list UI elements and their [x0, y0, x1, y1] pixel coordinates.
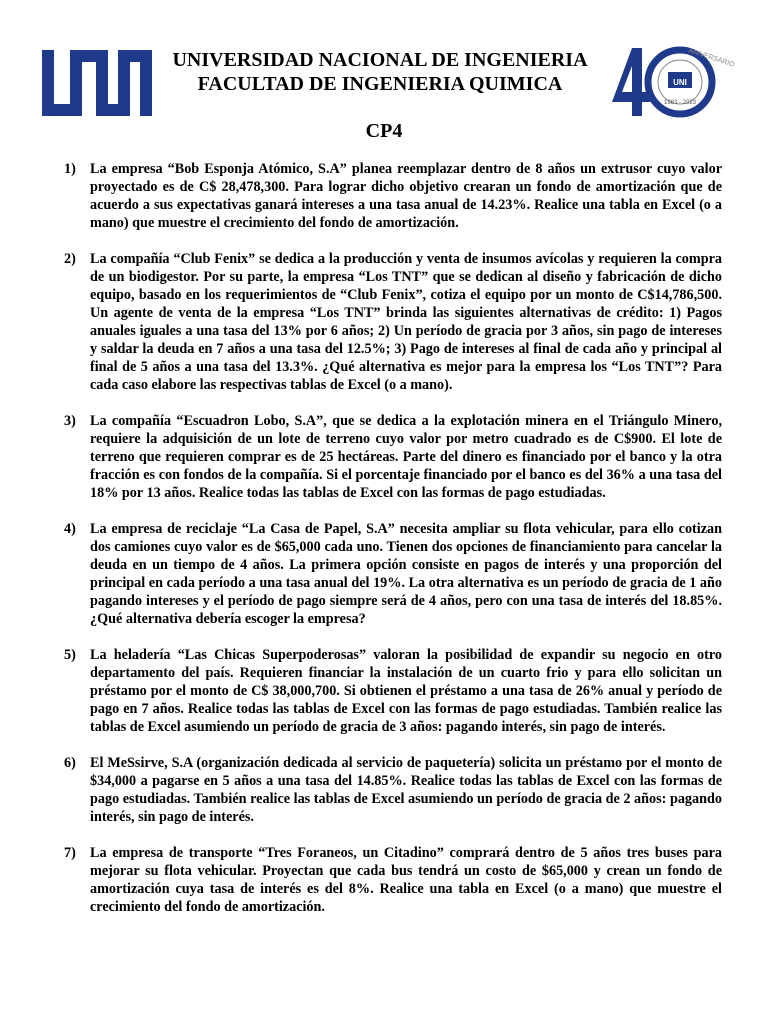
problem-number: 2) [64, 251, 76, 267]
problem-item [64, 160, 722, 232]
problem-text: El MeSsirve, S.A (organización dedicada al servicio de paquetería) solicita un préstamo por el monto de $34,000 a pagarse en 5 años a una tasa del 14.85%. Realice todas las tablas de Excel con las formas de pago estudiadas. También realice las tablas de Excel asumiendo un período de gracia de 2 años: pagando interés, sin pago de interés. [90, 755, 722, 825]
document-header [160, 48, 600, 96]
problem-text: La heladería “Las Chicas Superpoderosas” valoran la posibilidad de expandir su negocio en otro departamento del país. Requieren financiar la instalación de un cuarto frio y para ello solicitan un préstamo por el monto de C$ 38,000,700. Si obtienen el préstamo a una tasa de 26% anual y período de pago en 7 años. Realice todas las tablas de Excel con las formas de pago estudiadas. También realice las tablas de Excel asumiendo un período de gracia de 3 años: pagando interés, sin pago de interés. [90, 647, 722, 735]
problem-item [64, 520, 722, 628]
anniversary-logo-icon [604, 40, 736, 120]
anniversary-years: 1983 - 2023 [663, 100, 697, 106]
problem-text: La empresa “Bob Esponja Atómico, S.A” planea reemplazar dentro de 8 años un extrusor cuyo valor proyectado es de C$ 28,478,300. Para lograr dicho objetivo crearan un fondo de amortización que de acuerdo a sus expectativas ganará intereses a una tasa anual de 14.23%. Realice una tabla en Excel (o a mano) que muestre el crecimiento del fondo de amortización. [90, 161, 722, 231]
page-title: CP4 [365, 120, 403, 142]
problem-number: 3) [64, 413, 76, 429]
problem-number: 1) [64, 161, 76, 177]
problem-text: La compañía “Club Fenix” se dedica a la producción y venta de insumos avícolas y requieren la compra de un biodigestor. Por su parte, la empresa “Los TNT” que se dedican al diseño y fabricación de dicho equipo, basado en los requerimientos de “Club Fenix”, cotiza el equipo por un monto de C$14,786,500. Un agente de venta de la empresa “Los TNT” brinda las siguientes alternativas de crédito: 1) Pagos anuales iguales a una tasa del 13% por 6 años; 2) Un período de gracia por 3 años, sin pago de intereses y saldar la deuda en 7 años a una tasa del 12.5%; 3) Pago de intereses al final de cada año y principal al final de 5 años a una tasa del 13.3%. ¿Qué alternativa es mejor para la empresa los “Los TNT”? Para cada caso elabore las respectivas tablas de Excel (o a mano). [90, 251, 722, 393]
anniversary-badge: UNI [673, 78, 687, 87]
problem-item [64, 646, 722, 736]
university-name: UNIVERSIDAD NACIONAL DE INGENIERIA [172, 49, 588, 71]
problem-item [64, 844, 722, 916]
problem-text: La empresa de reciclaje “La Casa de Papel, S.A” necesita ampliar su flota vehicular, para ello cotizan dos camiones cuyo valor es de $65,000 cada uno. Tienen dos opciones de financiamiento para cancelar la deuda en un tiempo de 4 años. La primera opción consiste en pagos de interés y una proporción del principal en cada período a una tasa anual del 19%. La otra alternativa es un período de gracia de 1 año pagando intereses y el período de pago siempre será de 4 años, pero con una tasa de interés del 18.85%. ¿Qué alternativa debería escoger la empresa? [90, 521, 722, 627]
problem-item [64, 754, 722, 826]
problem-number: 6) [64, 755, 76, 771]
problem-number: 4) [64, 521, 76, 537]
anniversary-text: ANIVERSARIO [687, 47, 736, 69]
uni-logo-icon [42, 50, 152, 116]
problem-item [64, 250, 722, 394]
problem-list [64, 160, 722, 934]
problem-text: La empresa de transporte “Tres Foraneos, un Citadino” comprará dentro de 5 años tres buses para mejorar su flota vehicular. Proyectan que cada bus tendrá un costo de $65,000 y crean un fondo de amortización cuya tasa de interés es del 8%. Realice una tabla en Excel (o a mano) que muestre el crecimiento del fondo de amortización. [90, 845, 722, 915]
faculty-name: FACULTAD DE INGENIERIA QUIMICA [197, 73, 563, 95]
problem-item [64, 412, 722, 502]
problem-number: 7) [64, 845, 76, 861]
problem-number: 5) [64, 647, 76, 663]
problem-text: La compañía “Escuadron Lobo, S.A”, que se dedica a la explotación minera en el Triángulo Minero, requiere la adquisición de un lote de terreno cuyo valor por metro cuadrado es de C$900. El lote de terreno que requieren comprar es de 25 hectáreas. Parte del dinero es financiado por el banco y la otra fracción es con fondos de la compañía. Si el porcentaje financiado por el banco es del 36% a una tasa del 18% por 13 años. Realice todas las tablas de Excel con las formas de pago estudiadas. [90, 413, 722, 501]
